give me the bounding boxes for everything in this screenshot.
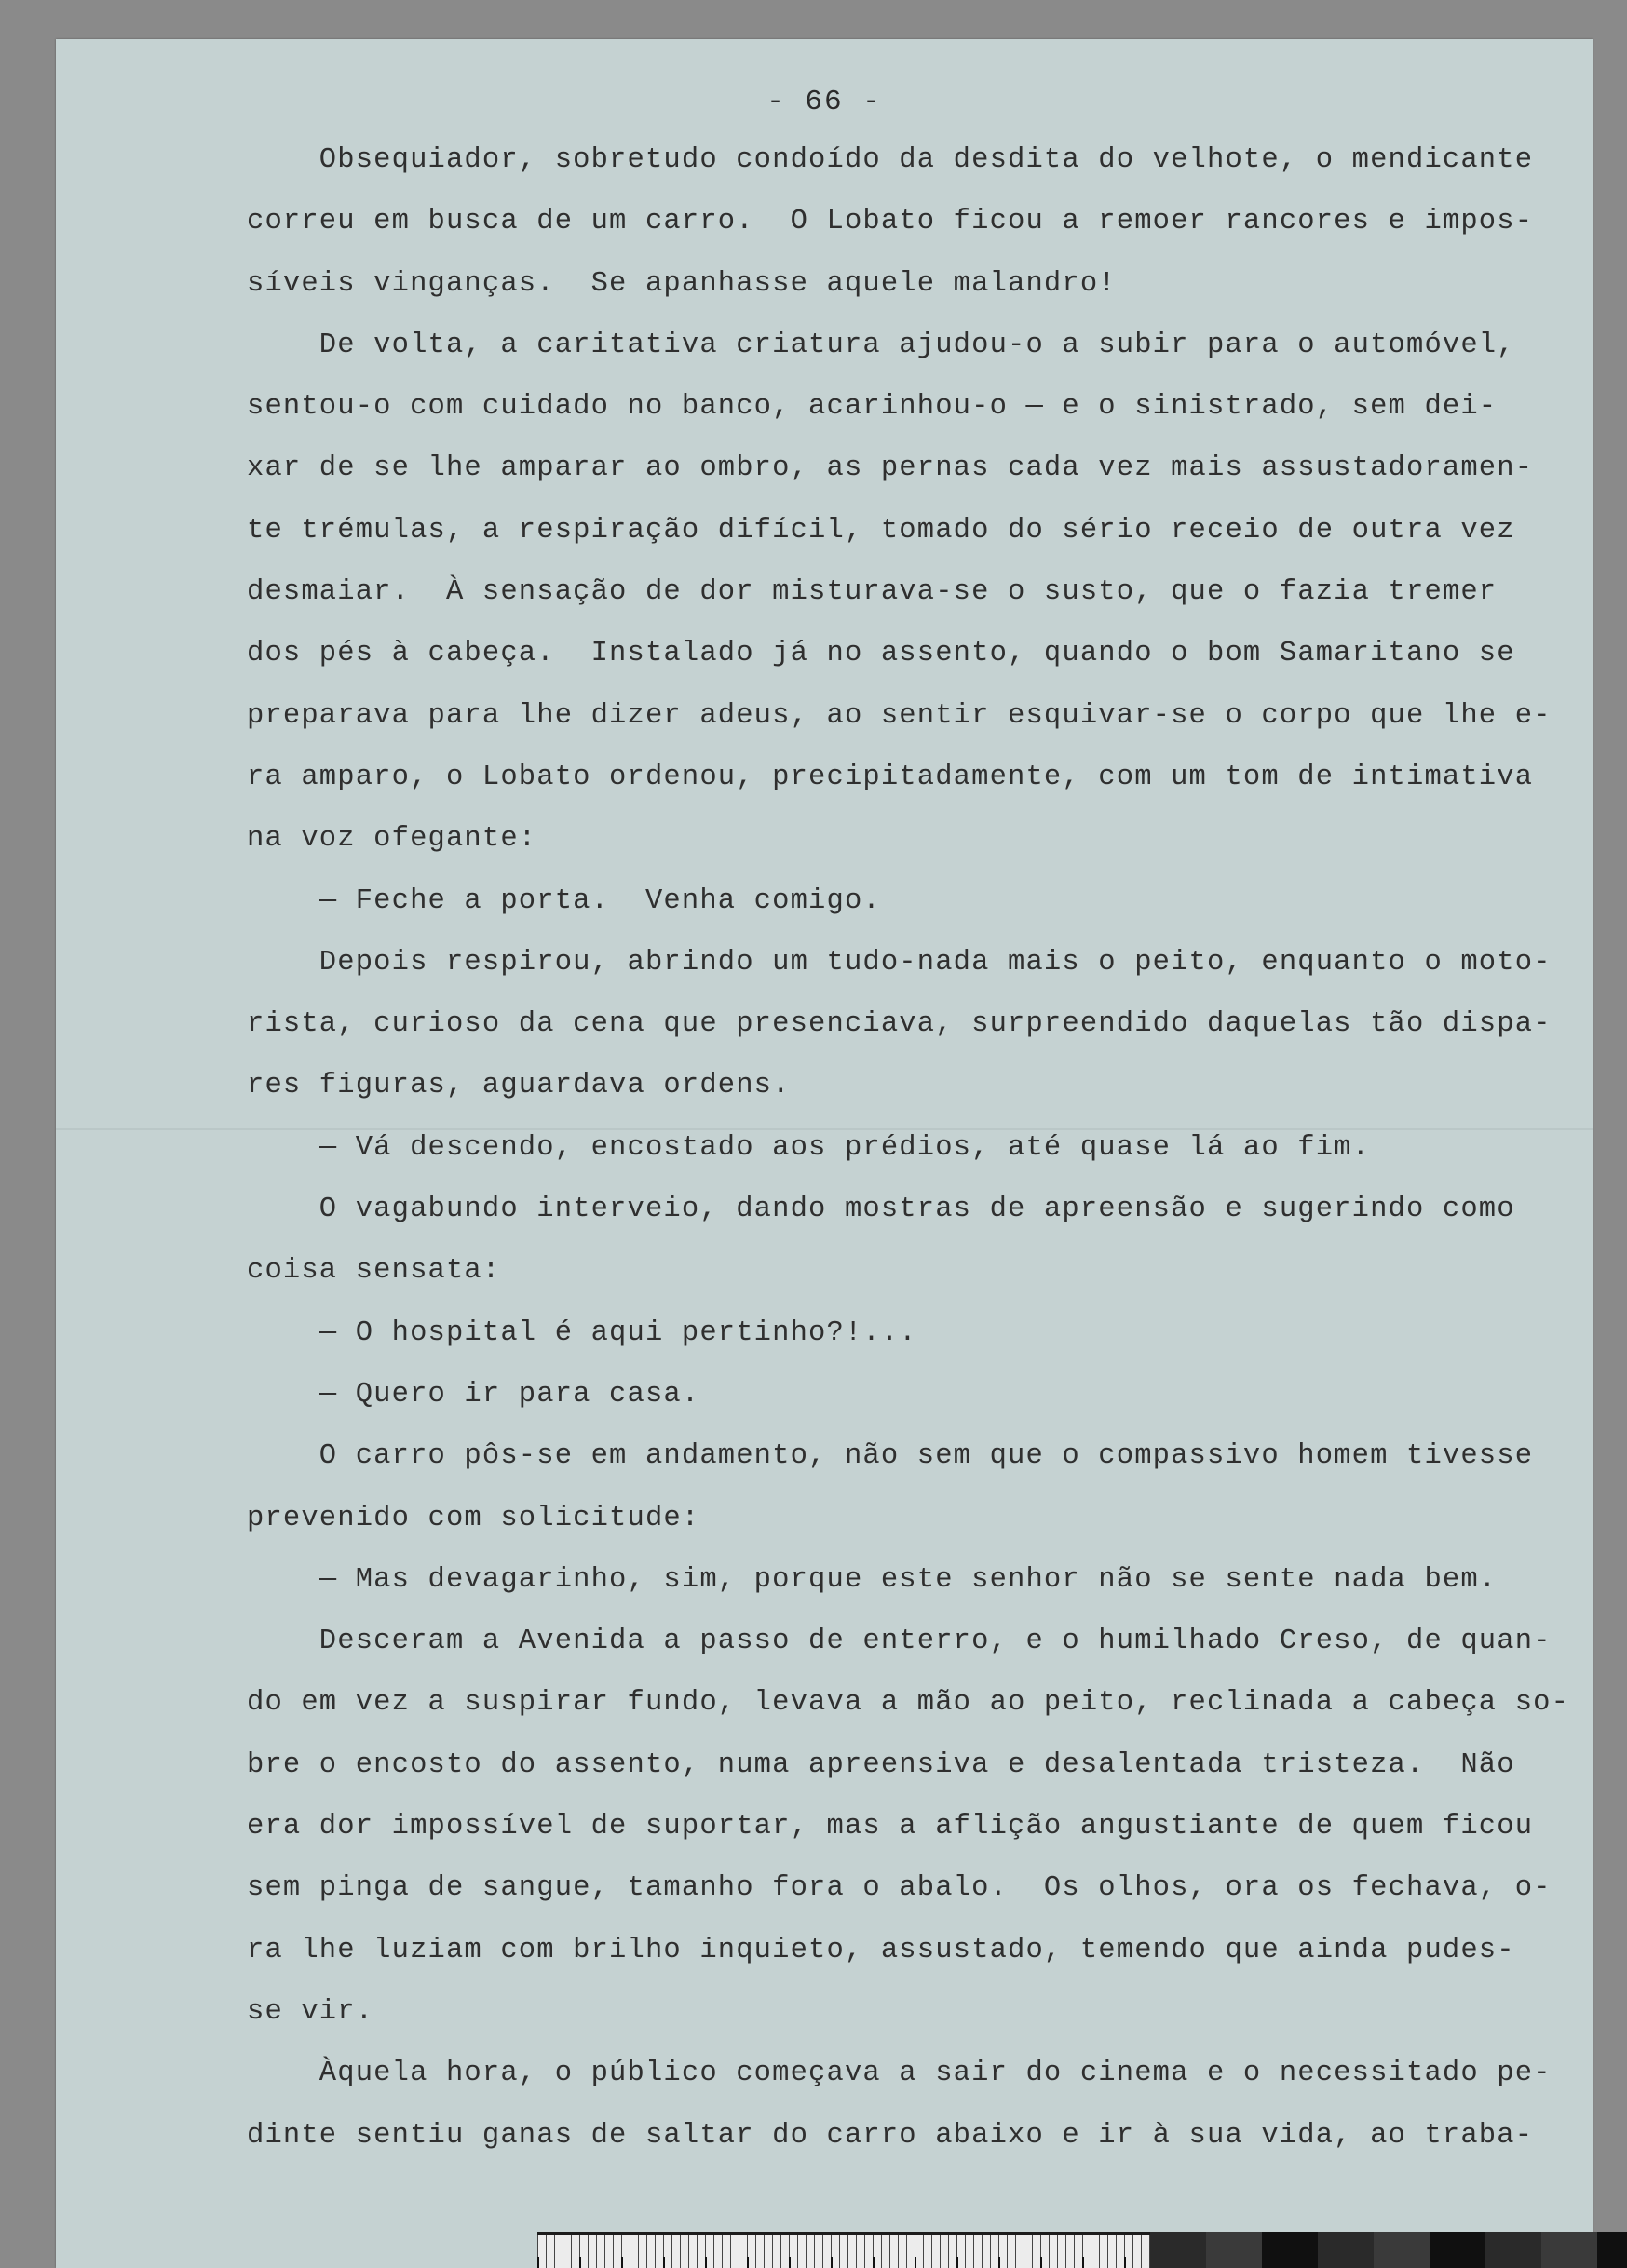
text-line: res figuras, aguardava ordens. bbox=[247, 1070, 791, 1102]
text-line: ra amparo, o Lobato ordenou, precipitadamente, com um tom de intimativa bbox=[247, 761, 1534, 793]
page-number: - 66 - bbox=[766, 86, 882, 118]
text-line: Obsequiador, sobretudo condoído da desdita do velhote, o mendicante bbox=[247, 144, 1534, 176]
text-line: dinte sentiu ganas de saltar do carro abaixo e ir à sua vida, ao traba- bbox=[247, 2119, 1534, 2152]
text-line: te trémulas, a respiração difícil, tomado do sério receio de outra vez bbox=[247, 514, 1515, 547]
body-text bbox=[247, 129, 1570, 2167]
text-line: sentou-o com cuidado no banco, acarinhou-o — e o sinistrado, sem dei- bbox=[247, 391, 1498, 424]
text-line: ra lhe luziam com brilho inquieto, assustado, temendo que ainda pudes- bbox=[247, 1934, 1515, 1966]
text-line: O vagabundo interveio, dando mostras de apreensão e sugerindo como bbox=[247, 1194, 1515, 1226]
text-line: se vir. bbox=[247, 1995, 374, 2028]
text-line: Desceram a Avenida a passo de enterro, e o humilhado Creso, de quan- bbox=[247, 1626, 1552, 1658]
ruler-scale-white bbox=[537, 2235, 1150, 2268]
text-line: — Quero ir para casa. bbox=[247, 1378, 700, 1411]
text-line: na voz ofegante: bbox=[247, 823, 537, 856]
text-line: dos pés à cabeça. Instalado já no assento, quando o bom Samaritano se bbox=[247, 638, 1515, 670]
text-line: do em vez a suspirar fundo, levava a mão ao peito, reclinada a cabeça so- bbox=[247, 1687, 1570, 1720]
text-line: Depois respirou, abrindo um tudo-nada mais o peito, enquanto o moto- bbox=[247, 946, 1552, 979]
text-line: correu em busca de um carro. O Lobato ficou a remoer rancores e impos- bbox=[247, 206, 1534, 238]
text-line: sem pinga de sangue, tamanho fora o abalo. Os olhos, ora os fechava, o- bbox=[247, 1872, 1552, 1905]
text-line: coisa sensata: bbox=[247, 1255, 501, 1288]
text-line: preparava para lhe dizer adeus, ao sentir esquivar-se o corpo que lhe e- bbox=[247, 699, 1552, 732]
text-line: O carro pôs-se em andamento, não sem que o compassivo homem tivesse bbox=[247, 1440, 1534, 1473]
text-line: — Vá descendo, encostado aos prédios, até quase lá ao fim. bbox=[247, 1131, 1371, 1164]
scale-ruler bbox=[537, 2232, 1627, 2268]
document-page bbox=[56, 39, 1593, 2268]
text-line: De volta, a caritativa criatura ajudou-o a subir para o automóvel, bbox=[247, 329, 1515, 361]
text-line: Àquela hora, o público começava a sair do cinema e o necessitado pe- bbox=[247, 2058, 1552, 2090]
text-line: desmaiar. À sensação de dor misturava-se o susto, que o fazia tremer bbox=[247, 576, 1498, 609]
text-line: — Feche a porta. Venha comigo. bbox=[247, 884, 881, 917]
text-line: era dor impossível de suportar, mas a aflição angustiante de quem ficou bbox=[247, 1811, 1534, 1843]
text-line: — Mas devagarinho, sim, porque este senhor não se sente nada bem. bbox=[247, 1563, 1498, 1596]
ruler-color-bar bbox=[1150, 2232, 1627, 2268]
text-line: prevenido com solicitude: bbox=[247, 1502, 700, 1534]
text-line: síveis vinganças. Se apanhasse aquele malandro! bbox=[247, 267, 1117, 300]
text-line: — O hospital é aqui pertinho?!... bbox=[247, 1316, 917, 1349]
text-line: rista, curioso da cena que presenciava, surpreendido daquelas tão dispa- bbox=[247, 1008, 1552, 1041]
text-line: xar de se lhe amparar ao ombro, as pernas cada vez mais assustadoramen- bbox=[247, 452, 1534, 485]
text-line: bre o encosto do assento, numa apreensiva e desalentada tristeza. Não bbox=[247, 1748, 1515, 1781]
